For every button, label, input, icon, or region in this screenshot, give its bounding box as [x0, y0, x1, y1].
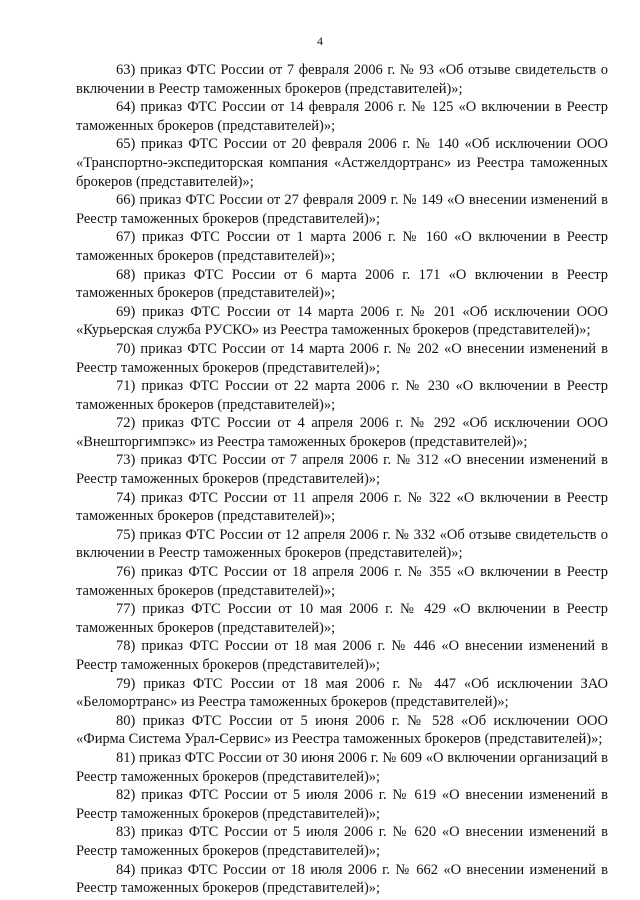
list-item: 75) приказ ФТС России от 12 апреля 2006 г. № 332 «Об отзыве свидетельств о включении в Реестр таможенных брокеров (представителей)»;: [76, 526, 608, 562]
list-item: 65) приказ ФТС России от 20 февраля 2006 г. № 140 «Об исключении ООО «Транспортно-экспедиторская компания «Астжелдортранс» из Реестра таможенных брокеров (представителей)»;: [76, 136, 608, 190]
list-item: 81) приказ ФТС России от 30 июня 2006 г. № 609 «О включении организаций в Реестр таможенных брокеров (представителей)»;: [76, 749, 608, 785]
list-item: 67) приказ ФТС России от 1 марта 2006 г. № 160 «О включении в Реестр таможенных брокеров (представителей)»;: [76, 229, 608, 264]
list-item: 73) приказ ФТС России от 7 апреля 2006 г. № 312 «О внесении изменений в Реестр таможенных брокеров (представителей)»;: [76, 452, 608, 488]
page-number: 4: [317, 34, 323, 48]
list-item: 79) приказ ФТС России от 18 мая 2006 г. № 447 «Об исключении ЗАО «Беломортранс» из Реестра таможенных брокеров (представителей)»;: [76, 675, 608, 711]
list-item: 82) приказ ФТС России от 5 июля 2006 г. № 619 «О внесении изменений в Реестр таможенных брокеров (представителей)»;: [76, 787, 608, 822]
list-item: 70) приказ ФТС России от 14 марта 2006 г. № 202 «О внесении изменений в Реестр таможенных брокеров (представителей)»;: [76, 340, 608, 376]
list-item: 69) приказ ФТС России от 14 марта 2006 г. № 201 «Об исключении ООО «Курьерская служба РУСКО» из Реестра таможенных брокеров (представителей)»;: [76, 303, 608, 339]
list-item: 68) приказ ФТС России от 6 марта 2006 г. 171 «О включении в Реестр таможенных брокеров (представителей)»;: [76, 266, 608, 302]
list-item: 80) приказ ФТС России от 5 июня 2006 г. № 528 «Об исключении ООО «Фирма Система Урал-Сервис» из Реестра таможенных брокеров (представителей)»;: [76, 712, 608, 748]
list-item: 72) приказ ФТС России от 4 апреля 2006 г. № 292 «Об исключении ООО «Внешторгимпэкс» из Реестра таможенных брокеров (представителей)»;: [76, 415, 608, 450]
list-item: 71) приказ ФТС России от 22 марта 2006 г. № 230 «О включении в Реестр таможенных брокеров (представителей)»;: [76, 378, 608, 413]
list-item: 64) приказ ФТС России от 14 февраля 2006 г. № 125 «О включении в Реестр таможенных брокеров (представителей)»;: [76, 99, 608, 134]
list-item: 84) приказ ФТС России от 18 июля 2006 г. № 662 «О внесении изменений в Реестр таможенных брокеров (представителей)»;: [76, 861, 608, 897]
list-item: 63) приказ ФТС России от 7 февраля 2006 г. № 93 «Об отзыве свидетельств о включении в Реестр таможенных брокеров (представителей)»;: [76, 62, 608, 97]
list-item: 83) приказ ФТС России от 5 июля 2006 г. № 620 «О внесении изменений в Реестр таможенных брокеров (представителей)»;: [76, 824, 608, 859]
list-item: 74) приказ ФТС России от 11 апреля 2006 г. № 322 «О включении в Реестр таможенных брокеров (представителей)»;: [76, 489, 608, 525]
document-body: [76, 61, 608, 898]
list-item: 77) приказ ФТС России от 10 мая 2006 г. № 429 «О включении в Реестр таможенных брокеров (представителей)»;: [76, 601, 608, 636]
list-item: 66) приказ ФТС России от 27 февраля 2009 г. № 149 «О внесении изменений в Реестр таможенных брокеров (представителей)»;: [76, 192, 608, 227]
list-item: 76) приказ ФТС России от 18 апреля 2006 г. № 355 «О включении в Реестр таможенных брокеров (представителей)»;: [76, 564, 608, 599]
list-item: 78) приказ ФТС России от 18 мая 2006 г. № 446 «О внесении изменений в Реестр таможенных брокеров (представителей)»;: [76, 638, 608, 673]
